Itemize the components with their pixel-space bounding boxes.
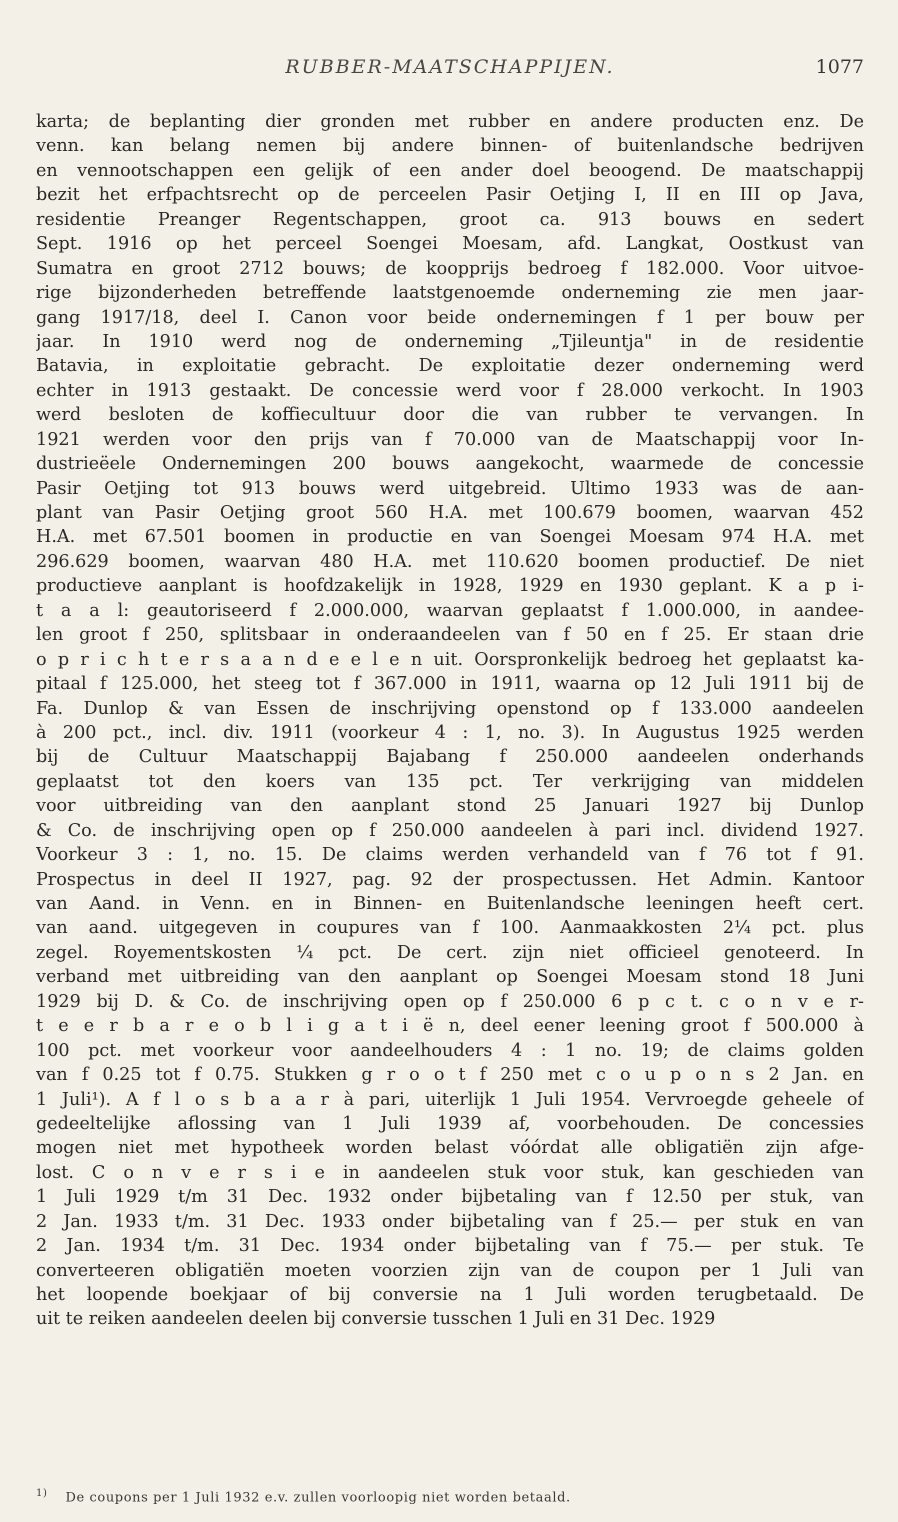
- text-line: 1 Juli 1929 t/m 31 Dec. 1932 onder bijbetaling van f 12.50 per stuk, van: [36, 1187, 864, 1208]
- text-line: plant van Pasir Oetjing groot 560 H.A. met 100.679 boomen, waarvan 452: [36, 503, 864, 523]
- text-line: 2 Jan. 1934 t/m. 31 Dec. 1934 onder bijbetaling van f 75.— per stuk. Te: [36, 1236, 864, 1257]
- text-line: van Aand. in Venn. en in Binnen- en Buitenlandsche leeningen heeft cert.: [36, 894, 864, 914]
- text-line: t e e r b a r e o b l i g a t i ë n, deel eener leening groot f 500.000 à: [36, 1016, 864, 1037]
- text-line: Sept. 1916 op het perceel Soengei Moesam, afd. Langkat, Oostkust van: [36, 234, 864, 255]
- text-line: Pasir Oetjing tot 913 bouws werd uitgebreid. Ultimo 1933 was de aan-: [36, 478, 864, 499]
- text-line: venn. kan belang nemen bij andere binnen- of buitenlandsche bedrijven: [36, 136, 864, 157]
- text-line: & Co. de inschrijving open op f 250.000 aandeelen à pari incl. dividend 1927.: [36, 820, 864, 841]
- text-line: converteeren obligatiën moeten voorzien zijn van de coupon per 1 Juli van: [36, 1260, 864, 1281]
- text-line: mogen niet met hypotheek worden belast vóórdat alle obligatiën zijn afge-: [36, 1138, 864, 1159]
- running-head: [36, 56, 864, 86]
- text-line: Voorkeur 3 : 1, no. 15. De claims werden verhandeld van f 76 tot f 91.: [36, 845, 864, 866]
- text-line: lost. C o n v e r s i e in aandeelen stuk voor stuk, kan geschieden van: [36, 1162, 864, 1183]
- running-title: RUBBER-MAATSCHAPPIJEN.: [285, 56, 615, 78]
- text-line: Batavia, in exploitatie gebracht. De exploitatie dezer onderneming werd: [36, 356, 864, 377]
- text-line: 1929 bij D. & Co. de inschrijving open op f 250.000 6 p c t. c o n v e r-: [36, 991, 864, 1012]
- text-line: van aand. uitgegeven in coupures van f 100. Aanmaakkosten 2¼ pct. plus: [36, 918, 864, 939]
- text-line: werd besloten de koffiecultuur door die van rubber te vervangen. In: [36, 405, 864, 426]
- text-line: voor uitbreiding van den aanplant stond 25 Januari 1927 bij Dunlop: [36, 796, 864, 817]
- text-line: 1921 werden voor den prijs van f 70.000 van de Maatschappij voor In-: [36, 429, 864, 450]
- text-line: 1 Juli¹). A f l o s b a a r à pari, uiterlijk 1 Juli 1954. Vervroegde geheele of: [36, 1089, 864, 1110]
- text-line: gang 1917/18, deel I. Canon voor beide ondernemingen f 1 per bouw per: [36, 307, 864, 328]
- text-line: à 200 pct., incl. div. 1911 (voorkeur 4 : 1, no. 3). In Augustus 1925 werden: [36, 722, 864, 743]
- text-line: jaar. In 1910 werd nog de onderneming „Tjileuntja" in de residentie: [36, 331, 864, 352]
- text-line: het loopende boekjaar of bij conversie na 1 Juli worden terugbetaald. De: [36, 1285, 864, 1305]
- text-line: t a a l: geautoriseerd f 2.000.000, waarvan geplaatst f 1.000.000, in aandee-: [36, 600, 864, 621]
- text-line: bij de Cultuur Maatschappij Bajabang f 250.000 aandeelen onderhands: [36, 747, 864, 768]
- text-line: productieve aanplant is hoofdzakelijk in 1928, 1929 en 1930 geplant. K a p i-: [36, 576, 864, 597]
- text-line: Prospectus in deel II 1927, pag. 92 der prospectussen. Het Admin. Kantoor: [36, 869, 864, 890]
- text-line: rige bijzonderheden betreffende laatstgenoemde onderneming zie men jaar-: [36, 283, 864, 304]
- text-line: Sumatra en groot 2712 bouws; de koopprijs bedroeg f 182.000. Voor uitvoe-: [36, 258, 864, 279]
- text-line: en vennootschappen een gelijk of een ander doel beoogend. De maatschappij: [36, 160, 864, 181]
- text-line: geplaatst tot den koers van 135 pct. Ter verkrijging van middelen: [36, 771, 864, 792]
- text-line: 2 Jan. 1933 t/m. 31 Dec. 1933 onder bijbetaling van f 25.— per stuk en van: [36, 1211, 864, 1232]
- page-number: 1077: [815, 56, 864, 78]
- text-line: zegel. Royementskosten ¼ pct. De cert. zijn niet officieel genoteerd. In: [36, 942, 864, 963]
- text-line: echter in 1913 gestaakt. De concessie werd voor f 28.000 verkocht. In 1903: [36, 380, 864, 401]
- body-text: [36, 110, 864, 1332]
- footnote-text: De coupons per 1 Juli 1932 e.v. zullen voorloopig niet worden betaald.: [65, 1490, 571, 1506]
- text-line: pitaal f 125.000, het steeg tot f 367.000 in 1911, waarna op 12 Juli 1911 bij de: [36, 674, 864, 695]
- text-line: gedeeltelijke aflossing van 1 Juli 1939 af, voorbehouden. De concessies: [36, 1113, 864, 1134]
- text-line: Fa. Dunlop & van Essen de inschrijving openstond op f 133.000 aandeelen: [36, 698, 864, 719]
- text-line: verband met uitbreiding van den aanplant op Soengei Moesam stond 18 Juni: [36, 967, 864, 988]
- text-line: 100 pct. met voorkeur voor aandeelhouders 4 : 1 no. 19; de claims golden: [36, 1040, 864, 1061]
- footnote: [36, 1488, 864, 1505]
- text-line: van f 0.25 tot f 0.75. Stukken g r o o t f 250 met c o u p o n s 2 Jan. en: [36, 1065, 864, 1086]
- text-line: o p r i c h t e r s a a n d e e l e n uit. Oorspronkelijk bedroeg het geplaatst ka-: [36, 649, 864, 670]
- text-line: residentie Preanger Regentschappen, groot ca. 913 bouws en sedert: [36, 209, 864, 230]
- text-line: len groot f 250, splitsbaar in onderaandeelen van f 50 en f 25. Er staan drie: [36, 625, 864, 646]
- text-line: uit te reiken aandeelen deelen bij conversie tusschen 1 Juli en 31 Dec. 1929: [36, 1309, 716, 1330]
- footnote-marker: 1): [36, 1488, 48, 1499]
- text-line: H.A. met 67.501 boomen in productie en van Soengei Moesam 974 H.A. met: [36, 527, 864, 548]
- text-line: dustrieëele Ondernemingen 200 bouws aangekocht, waarmede de concessie: [36, 454, 864, 475]
- text-line: 296.629 boomen, waarvan 480 H.A. met 110.620 boomen productief. De niet: [36, 551, 864, 572]
- text-line: karta; de beplanting dier gronden met rubber en andere producten enz. De: [36, 112, 864, 132]
- text-line: bezit het erfpachtsrecht op de perceelen Pasir Oetjing I, II en III op Java,: [36, 185, 864, 206]
